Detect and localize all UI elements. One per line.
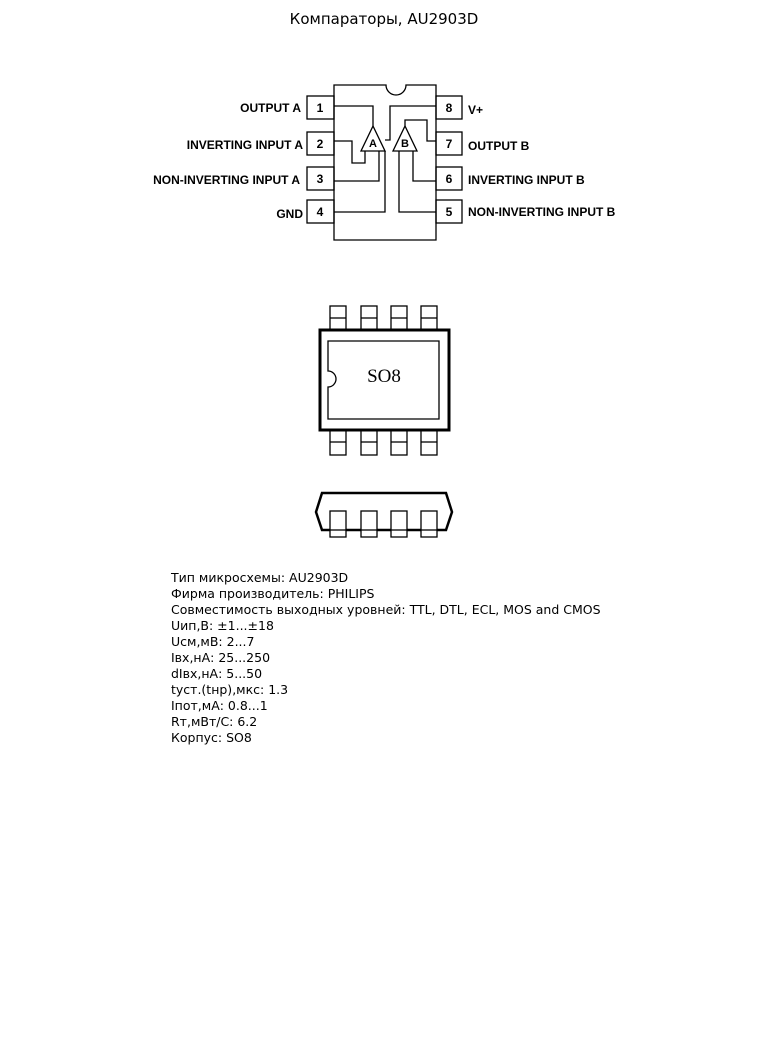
spec-list	[171, 570, 601, 746]
spec-manufacturer: Фирма производитель: PHILIPS	[171, 586, 375, 601]
bottom-leads	[330, 430, 437, 455]
spec-thermal-resistance: Rт,мВт/С: 6.2	[171, 714, 258, 729]
spec-input-offset-current: dIвх,нА: 5...50	[171, 666, 263, 681]
pin-number-8: 8	[445, 101, 453, 115]
spec-chip-type: Тип микросхемы: AU2903D	[171, 570, 349, 585]
pin-number-3: 3	[316, 172, 324, 186]
spec-supply-current: Iпот,мА: 0.8...1	[171, 698, 268, 713]
pin-label-non-inverting-input-b: NON-INVERTING INPUT B	[468, 205, 616, 219]
pin-number-7: 7	[445, 137, 453, 151]
pin-number-4: 4	[316, 205, 324, 219]
pin-label-output-a: OUTPUT A	[240, 101, 301, 115]
internal-wiring	[334, 106, 436, 212]
spec-offset-voltage: Uсм,мВ: 2...7	[171, 634, 255, 649]
top-leads	[330, 306, 437, 330]
spec-settling-time: tуст.(tнр),мкс: 1.3	[171, 682, 289, 697]
spec-input-current: Iвх,нА: 25...250	[171, 650, 271, 665]
comparator-a-label: A	[369, 138, 377, 150]
page-title: Компараторы, AU2903D	[289, 10, 479, 28]
pin-label-output-b: OUTPUT B	[468, 139, 530, 153]
pin-number-2: 2	[316, 137, 324, 151]
pin-label-inverting-input-a: INVERTING INPUT A	[186, 138, 303, 152]
package-side-view	[316, 493, 452, 537]
spec-supply-voltage: Uип,В: ±1...±18	[171, 618, 274, 633]
pin-number-6: 6	[445, 172, 453, 186]
pin-number-5: 5	[445, 205, 453, 219]
pin-label-inverting-input-b: INVERTING INPUT B	[468, 173, 585, 187]
pinout-diagram	[307, 85, 462, 240]
pin-label-gnd: GND	[276, 207, 303, 221]
package-label: SO8	[367, 366, 401, 387]
spec-package: Корпус: SO8	[171, 730, 252, 745]
pin-number-1: 1	[316, 101, 324, 115]
spec-output-compatibility: Совместимость выходных уровней: TTL, DTL, ECL, MOS and CMOS	[171, 602, 601, 617]
pin-label-v-plus: V+	[468, 103, 484, 117]
pin-label-non-inverting-input-a: NON-INVERTING INPUT A	[153, 173, 300, 187]
comparator-b-label: B	[401, 138, 409, 150]
